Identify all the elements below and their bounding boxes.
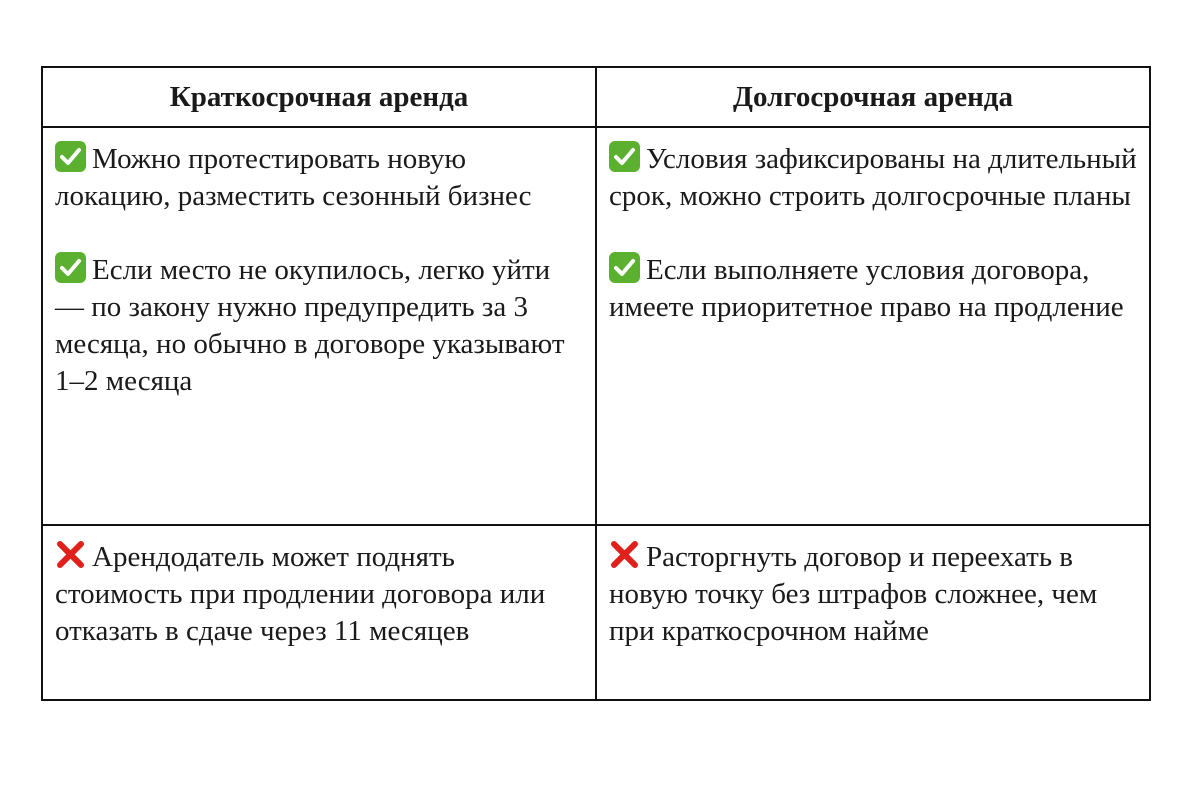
pro-point xyxy=(609,252,1137,326)
long-term-pros-cell xyxy=(596,127,1150,525)
con-text: Расторгнуть договор и переехать в новую точку без штрафов сложнее, чем при краткосрочном найме xyxy=(609,541,1098,647)
pro-point xyxy=(55,141,583,215)
pro-point xyxy=(55,252,583,400)
pros-row xyxy=(42,127,1150,525)
rent-comparison-table xyxy=(41,66,1151,701)
con-point xyxy=(55,539,583,650)
header-short-term: Краткосрочная аренда xyxy=(42,67,596,127)
con-point xyxy=(609,539,1137,650)
check-mark-icon xyxy=(55,141,86,172)
short-term-pros-cell xyxy=(42,127,596,525)
check-mark-icon xyxy=(609,141,640,172)
pro-point xyxy=(609,141,1137,215)
con-text: Арендодатель может поднять стоимость при продлении договора или отказать в сдаче через 11 месяцев xyxy=(55,541,546,647)
pro-text: Можно протестировать новую локацию, разместить сезонный бизнес xyxy=(55,143,532,212)
pro-text: Если место не окупилось, легко уйти — по закону нужно предупредить за 3 месяца, но обычно в договоре указывают 1–2 месяца xyxy=(55,254,565,397)
cons-row xyxy=(42,525,1150,700)
pro-text: Условия зафиксированы на длительный срок, можно строить долгосрочные планы xyxy=(609,143,1137,212)
short-term-cons-cell xyxy=(42,525,596,700)
check-mark-icon xyxy=(55,252,86,283)
cross-mark-icon xyxy=(609,539,640,570)
long-term-cons-cell xyxy=(596,525,1150,700)
comparison-table-wrapper xyxy=(41,66,1151,701)
check-mark-icon xyxy=(609,252,640,283)
cross-mark-icon xyxy=(55,539,86,570)
header-long-term: Долгосрочная аренда xyxy=(596,67,1150,127)
header-row xyxy=(42,67,1150,127)
pro-text: Если выполняете условия договора, имеете приоритетное право на продление xyxy=(609,254,1124,323)
